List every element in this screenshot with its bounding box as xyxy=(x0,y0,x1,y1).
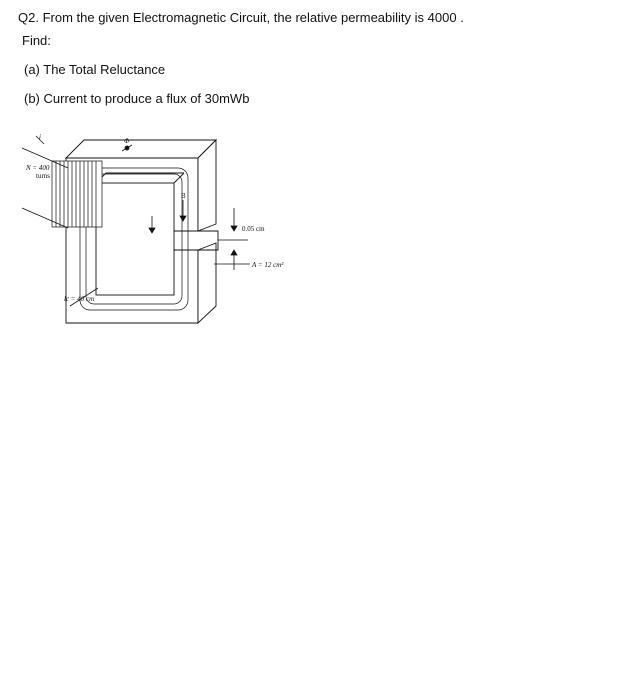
part-a-text: (a) The Total Reluctance xyxy=(24,62,166,77)
question-title: Q2. From the given Electromagnetic Circuit, the relative permeability is 4000 . xyxy=(18,10,464,25)
flux-symbol: Φ xyxy=(124,137,130,145)
turns-label-line1: N = 400 xyxy=(26,164,50,172)
turns-label-line2: turns xyxy=(36,172,50,180)
core-top-face xyxy=(66,140,216,158)
b-label: B xyxy=(181,192,186,200)
core-right-face-lower xyxy=(198,243,216,323)
find-label: Find: xyxy=(22,33,51,48)
magnetic-circuit-diagram xyxy=(18,128,318,328)
gap-arrow-top xyxy=(231,226,237,231)
gap-arrow-bottom xyxy=(231,250,237,255)
core-window xyxy=(96,183,174,295)
part-b-text: (b) Current to produce a flux of 30mWb xyxy=(24,91,250,106)
coil-winding xyxy=(52,161,102,227)
current-symbol: i xyxy=(39,133,41,141)
gap-label: 0.05 cm xyxy=(242,225,265,233)
area-label: A = 12 cm² xyxy=(252,261,284,269)
length-label: lc = 40 cm xyxy=(64,295,95,303)
